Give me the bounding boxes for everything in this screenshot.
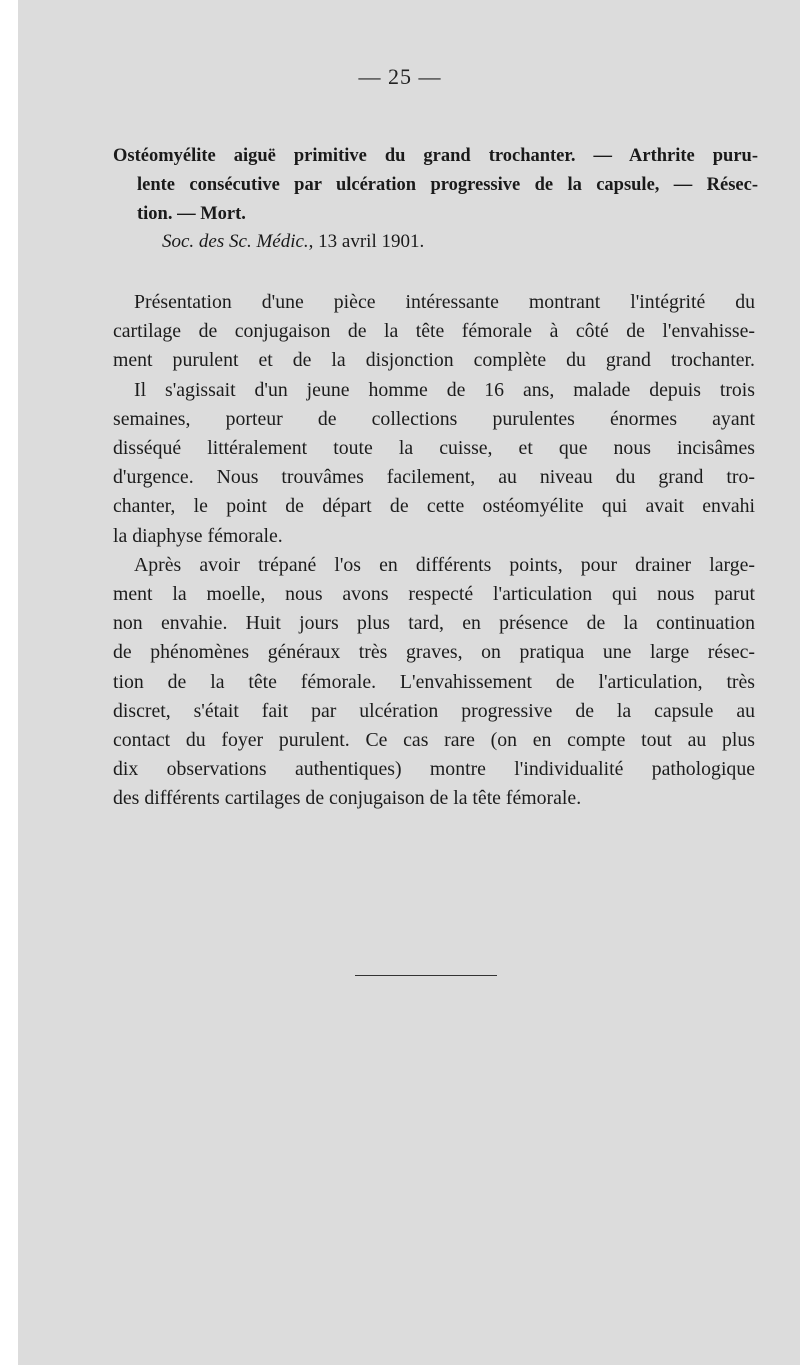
separator-rule (355, 975, 497, 976)
body-line: chanter, le point de départ de cette ostéomyélite qui avait envahi (113, 495, 755, 518)
body-line: de phénomènes généraux très graves, on pratiqua une large résec- (113, 641, 755, 664)
body-line: contact du foyer purulent. Ce cas rare (on en compte tout au plus (113, 729, 755, 752)
citation-source: Soc. des Sc. Médic. (162, 231, 309, 252)
body-line: disséqué littéralement toute la cuisse, et que nous incisâmes (113, 437, 755, 460)
body-line: ment la moelle, nous avons respecté l'articulation qui nous parut (113, 583, 755, 606)
citation (162, 231, 424, 253)
title-line: lente consécutive par ulcération progressive de la capsule, — Résec- (137, 175, 758, 195)
body-line: Présentation d'une pièce intéressante montrant l'intégrité du (134, 291, 755, 313)
body-line: cartilage de conjugaison de la tête fémorale à côté de l'envahisse- (113, 320, 755, 343)
body-line: non envahie. Huit jours plus tard, en présence de la continuation (113, 612, 755, 635)
article-title (113, 142, 758, 229)
body-text (113, 288, 755, 814)
citation-date: , 13 avril 1901. (308, 231, 425, 252)
body-line: discret, s'était fait par ulcération progressive de la capsule au (113, 699, 755, 722)
title-line: tion. — Mort. (137, 204, 246, 224)
body-line: tion de la tête fémorale. L'envahissement de l'articulation, très (113, 670, 755, 693)
body-line: des différents cartilages de conjugaison de la tête fémorale. (113, 787, 582, 810)
page-number: — 25 — (358, 64, 442, 89)
body-line: semaines, porteur de collections purulentes énormes ayant (113, 407, 755, 430)
body-line: dix observations authentiques) montre l'individualité pathologique (113, 758, 755, 781)
title-line: Ostéomyélite aiguë primitive du grand trochanter. — Arthrite puru- (113, 146, 758, 166)
body-line: ment purulent et de la disjonction complète du grand trochanter. (113, 349, 755, 372)
body-line: la diaphyse fémorale. (113, 524, 283, 547)
body-line: Il s'agissait d'un jeune homme de 16 ans, malade depuis trois (134, 378, 755, 401)
body-line: d'urgence. Nous trouvâmes facilement, au niveau du grand tro- (113, 466, 755, 489)
body-line: Après avoir trépané l'os en différents points, pour drainer large- (134, 553, 755, 576)
